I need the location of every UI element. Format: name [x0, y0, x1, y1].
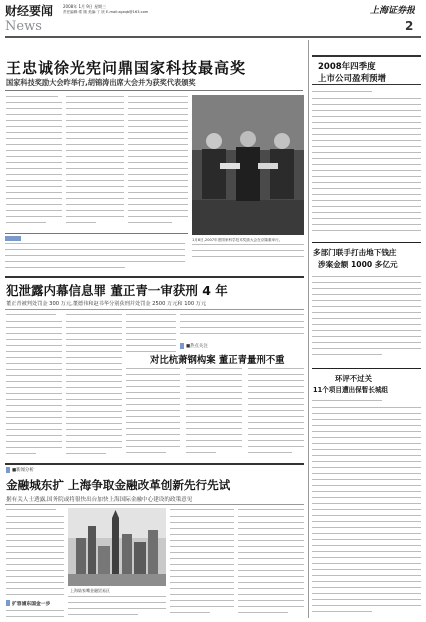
right-mid-text	[312, 274, 421, 364]
masthead-meta-editor: 责任编辑:郑 刚 美编:丁 欣 E-mail:zgzqb@163.com	[63, 10, 149, 14]
right-column-divider	[308, 40, 309, 618]
caption-lines	[192, 244, 304, 268]
lujiazui-skyline-photo	[68, 508, 166, 586]
lead-photo	[192, 95, 304, 235]
right-bottom-title-line1: 环评不过关	[335, 374, 372, 383]
right-mid-rule	[312, 242, 421, 243]
right-mid-title-line1: 多部门联手打击地下钱庄	[313, 248, 397, 257]
story4-photo	[68, 508, 166, 586]
paper-name: 上海证券报	[370, 6, 416, 16]
lead-photo-caption: 1月8日,2007年度国家科学技术奖励大会在京隆重举行。	[192, 238, 283, 242]
story4-box-bar	[6, 600, 10, 606]
story2-text-col2	[66, 312, 122, 458]
story3-box	[126, 366, 304, 458]
masthead-meta-date: 2008年 1月 9日 星期三	[63, 4, 107, 9]
story3-headline: 对比杭萧钢构案 董正青量刑不重	[150, 355, 285, 366]
story2-subhead: 董正青被判处罚金 300 万元,董德伟和赵书华分别获刑并处罚金 2500 万元和 100 万元	[6, 301, 207, 307]
section-logo: 财经要闻	[5, 4, 54, 18]
lead-subhead-rule	[5, 90, 303, 91]
lead-subhead: 国家科技奖励大会昨举行,胡锦涛出席大会并为获奖代表颁奖	[6, 78, 196, 87]
story4-box-title: 扩容浦东国金一步	[12, 602, 51, 607]
story4-label-bar	[6, 467, 10, 473]
story4-subhead: 据有关人士透露,国务院或将很快出台加快上海国际金融中心建设的政策意见	[6, 497, 193, 503]
story2-top-rule	[5, 276, 304, 278]
story4-top-rule	[5, 463, 304, 465]
right-top-titlebox	[312, 55, 421, 85]
story3-label-bar	[180, 343, 184, 349]
story4-sub-rule	[5, 504, 304, 505]
story2-text-col1	[6, 312, 62, 458]
right-top-text	[312, 89, 421, 237]
story3-label: ■热点关注	[186, 344, 208, 349]
right-bottom-title-line2: 11个项目遭出保暂长城组	[313, 386, 389, 394]
lead-text-col3	[128, 94, 188, 229]
award-ceremony-photo	[192, 95, 304, 235]
lead-headline: 王忠诚徐光宪问鼎国家科技最高奖	[6, 59, 247, 77]
right-mid-title-line2: 涉案金额 1000 多亿元	[318, 260, 398, 269]
story4-box-lines	[6, 608, 64, 620]
lead-brief-box	[5, 233, 188, 273]
story4-headline: 金融城东扩 上海争取金融改革创新先行先试	[6, 478, 231, 492]
lead-text-col2	[66, 94, 124, 229]
right-bottom-text	[312, 398, 421, 618]
right-top-title-line1: 2008年四季度	[318, 62, 376, 72]
page-number: 2	[405, 19, 414, 33]
masthead-rule	[5, 36, 421, 38]
story2-text-col4	[180, 312, 304, 342]
right-top-title-line2: 上市公司盈利预增	[318, 74, 387, 84]
right-bottom-rule	[312, 368, 421, 369]
section-label-en: News	[5, 19, 42, 34]
lead-text-col1	[6, 94, 62, 229]
story4-text-col4	[238, 507, 304, 619]
story2-headline: 犯泄露内幕信息罪 董正青一审获刑 4 年	[6, 283, 228, 298]
story4-photo-caption-lines	[68, 594, 166, 620]
story4-label: ■新闻分析	[12, 468, 34, 473]
story4-photo-caption: 上海陆家嘴金融贸易区	[70, 588, 110, 593]
story4-text-col3	[170, 507, 234, 619]
story2-sub-rule	[5, 309, 304, 310]
